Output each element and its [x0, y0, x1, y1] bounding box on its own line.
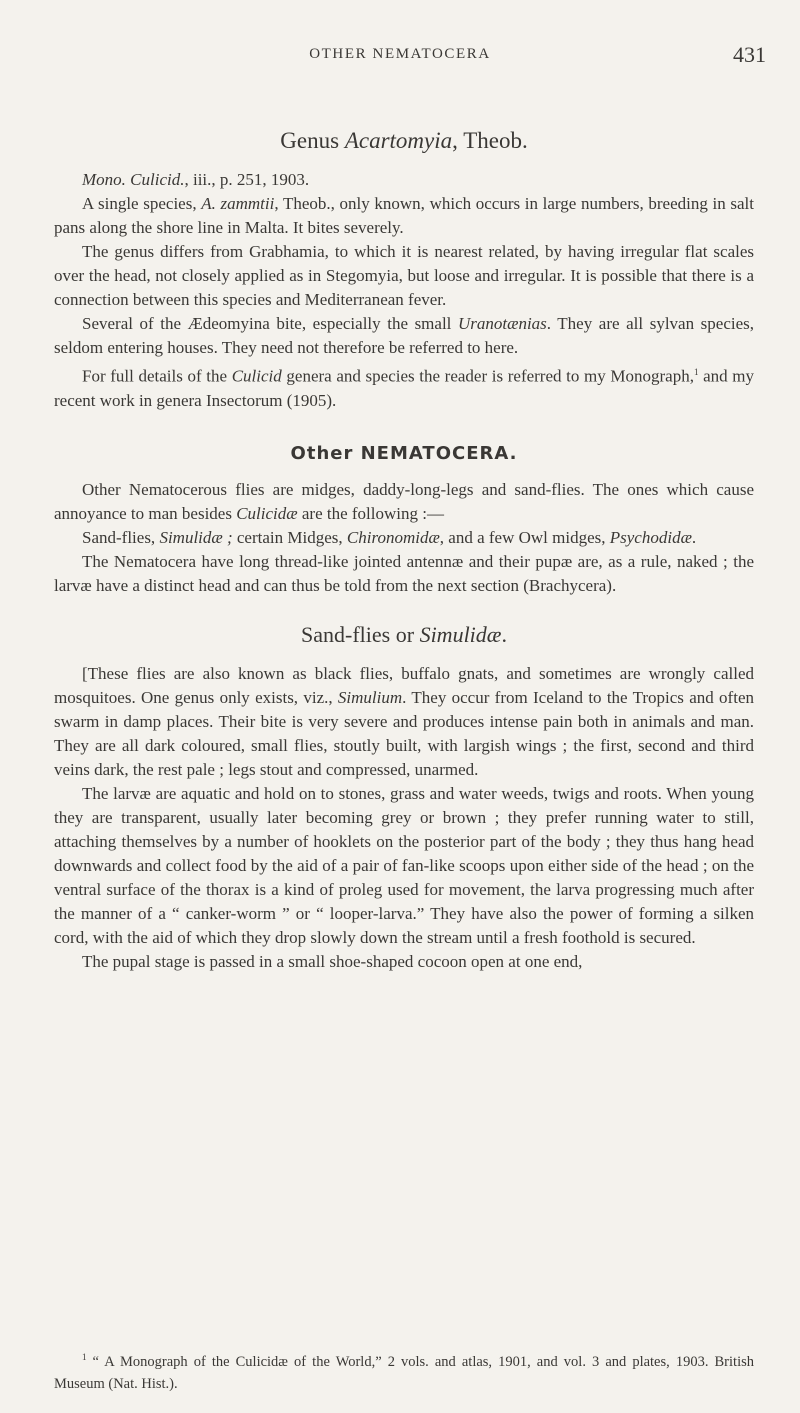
footnote-marker: 1	[693, 367, 699, 377]
paragraph-sandflies-intro	[54, 662, 754, 782]
text-run: Other Nematocerous flies are midges, daddy-long-legs and sand-flies. The ones which cause annoyance to man besides	[54, 479, 754, 523]
text-run: , and a few Owl midges,	[439, 527, 610, 547]
taxon-name: Culicid	[231, 366, 282, 386]
page-body	[54, 128, 754, 974]
text-run: . They are all sylvan species, seldom entering houses. They need not therefore be referred to here.	[54, 314, 755, 357]
reference-detail: , iii., p. 251, 1903.	[184, 170, 310, 189]
taxon-name: Culicidæ	[236, 503, 298, 523]
text-run: are the following :—	[297, 503, 444, 523]
heading-taxon: Simulidæ	[419, 621, 502, 647]
footnote-text: “ A Monograph of the Culicidæ of the World,” 2 vols. and atlas, 1901, and vol. 3 and plates, 1903. British Museum (Nat. Hist.).	[54, 1353, 754, 1392]
genus-heading-name: Acartomyia	[344, 128, 453, 153]
paragraph-nematocera-intro	[54, 478, 754, 526]
page-number: 431	[733, 42, 766, 67]
taxon-name: Uranotænias	[457, 314, 547, 333]
genus-heading	[54, 128, 754, 154]
footnote-mark: 1	[82, 1352, 87, 1362]
genus-heading-suffix: , Theob.	[452, 128, 528, 153]
text-run: .	[691, 527, 697, 547]
section-heading-nematocera: Other NEMATOCERA.	[290, 442, 518, 464]
text-run: [These flies are also known as black flies, buffalo gnats, and sometimes are wrongly called mosquitoes. One genus only exists, viz.,	[54, 663, 754, 707]
paragraph-nematocera-description: The Nematocera have long thread-like jointed antennæ and their pupæ are, as a rule, naked ; the larvæ have a distinct head and can thus be told from the next section (Brachycera).	[54, 551, 754, 595]
text-run: genera and species the reader is referred to my Monograph,	[281, 366, 694, 386]
paragraph-aedeomyina	[54, 312, 754, 360]
reference-title: Mono. Culicid.	[82, 170, 185, 189]
species-name: A. zammtii	[201, 194, 275, 213]
heading-text: .	[501, 621, 507, 647]
text-run: Several of the Ædeomyina bite, especially the small	[82, 314, 458, 333]
text-run: A single species,	[82, 194, 202, 213]
paragraph-species	[54, 192, 754, 240]
paragraph-pupal-stage: The pupal stage is passed in a small shoe-shaped cocoon open at one end,	[82, 951, 583, 971]
text-run: Sand-flies,	[82, 527, 160, 547]
taxon-name: Chironomidæ	[346, 527, 440, 547]
text-run: . They occur from Iceland to the Tropics and often swarm in damp places. Their bite is very severe and produces intense pain both in animals and man. They are all dark coloured, small flies, stoutly built, with largish wings ; the first, second and third veins dark, the rest pale ; legs stout and compressed, unarmed.	[54, 687, 754, 779]
paragraph-nematocera-list	[54, 526, 754, 550]
reference-line	[54, 168, 754, 192]
heading-text: Sand-flies or	[301, 621, 420, 647]
text-run: certain Midges,	[232, 527, 347, 547]
paragraph-genus-differs: The genus differs from Grabhamia, to which it is nearest related, by having irregular flat scales over the head, not closely applied as in Stegomyia, but loose and irregular. It is possible that there is a connection between this species and Mediterranean fever.	[54, 242, 754, 309]
text-run: and my recent work in genera Insectorum (1905).	[54, 366, 754, 410]
genus-heading-prefix: Genus	[280, 128, 345, 153]
footnote	[54, 1346, 754, 1395]
taxon-name: Simulidæ ;	[159, 527, 233, 547]
paragraph-larvae: The larvæ are aquatic and hold on to stones, grass and water weeds, twigs and roots. When young they are transparent, usually later becoming grey or brown ; they prefer running water to still, attaching themselves by a number of hooklets on the posterior part of the body ; they thus hang head downwards and collect food by the aid of a pair of fan-like scoops upon either side of the head ; on the ventral surface of the thorax is a kind of proleg used for movement, the larva progressing much after the manner of a “ canker-worm ” or “ looper-larva.” They have also the power of forming a silken cord, with the aid of which they drop slowly down the stream until a fresh foothold is secured.	[54, 783, 754, 947]
taxon-name: Psychodidæ	[609, 527, 692, 547]
text-run: , Theob., only known, which occurs in large numbers, breeding in salt pans along the shore line in Malta. It bites severely.	[54, 194, 754, 237]
section-heading-sandflies	[54, 622, 754, 648]
paragraph-full-details	[54, 360, 754, 413]
running-title: OTHER NEMATOCERA	[309, 46, 491, 62]
text-run: For full details of the	[82, 366, 232, 386]
running-head	[0, 42, 800, 72]
taxon-name: Simulium	[337, 687, 403, 707]
